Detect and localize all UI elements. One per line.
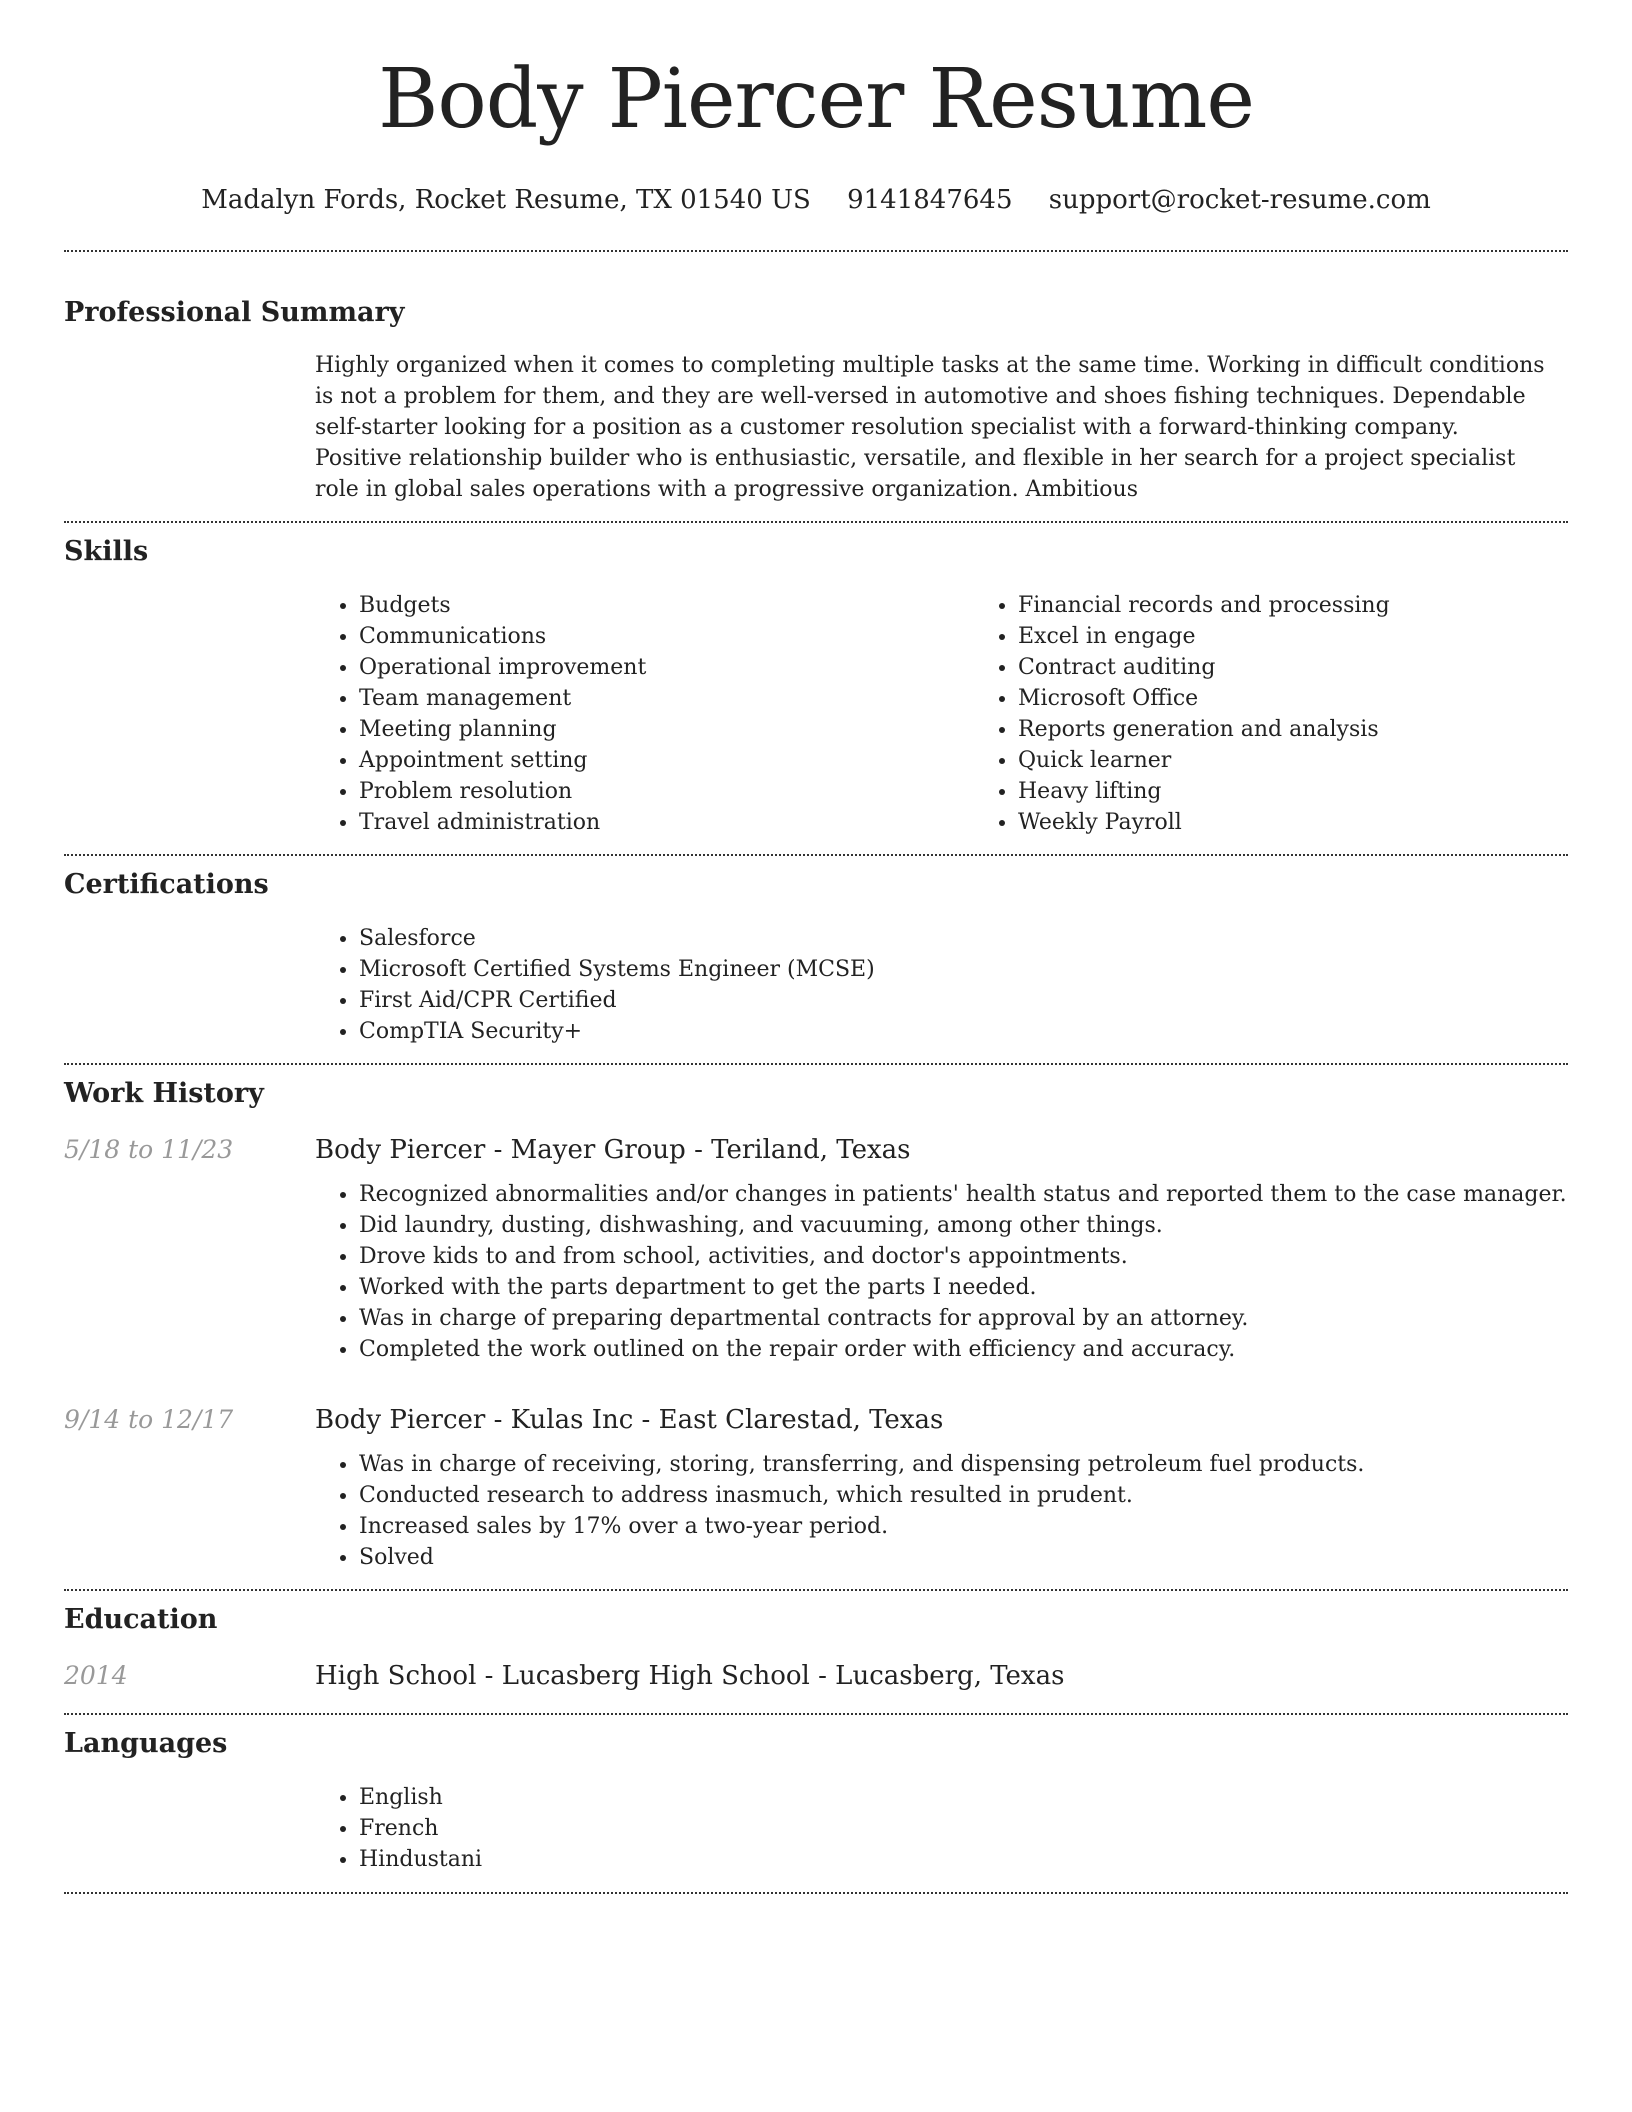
job-dates: 5/18 to 11/23 bbox=[64, 1135, 234, 1164]
languages-section bbox=[64, 1715, 1568, 1875]
languages-list bbox=[315, 1782, 1568, 1875]
skills-list-left bbox=[315, 590, 974, 838]
list-item: • Salesforce bbox=[359, 923, 1568, 954]
list-item: • Was in charge of preparing departmental contracts for approval by an attorney. bbox=[359, 1303, 1568, 1334]
list-item: • Financial records and processing bbox=[1018, 590, 1632, 621]
list-item: • Solved bbox=[359, 1542, 1568, 1573]
education-year: 2014 bbox=[64, 1661, 128, 1690]
list-item: • Quick learner bbox=[1018, 745, 1632, 776]
summary-text: Highly organized when it comes to completing multiple tasks at the same time. Working in difficult conditions is not a problem for them, and they are well-versed in automotive and shoes fishing techniques. Dependable self-starter looking for a position as a customer resolution specialist with a forward-thinking company. Positive relationship builder who is enthusiastic, versatile, and flexible in her search for a project specialist role in global sales operations with a progressive organization. Ambitious bbox=[315, 353, 1545, 502]
list-item: • Budgets bbox=[359, 590, 974, 621]
summary-section bbox=[64, 252, 1568, 505]
list-item: • Excel in engage bbox=[1018, 621, 1632, 652]
contact-address: Madalyn Fords, Rocket Resume, TX 01540 US bbox=[201, 185, 811, 215]
list-item: • French bbox=[359, 1813, 1568, 1844]
list-item: • Weekly Payroll bbox=[1018, 807, 1632, 838]
section-heading-languages: Languages bbox=[64, 1728, 228, 1759]
list-item: • First Aid/CPR Certified bbox=[359, 985, 1568, 1016]
divider bbox=[64, 1892, 1568, 1894]
section-heading-certifications: Certifications bbox=[64, 869, 269, 900]
job-dates: 9/14 to 12/17 bbox=[64, 1405, 234, 1434]
list-item: • Microsoft Office bbox=[1018, 683, 1632, 714]
skills-section bbox=[64, 523, 1568, 838]
education-section bbox=[64, 1591, 1568, 1693]
job-duties-list bbox=[315, 1449, 1568, 1573]
resume-title: Body Piercer Resume bbox=[378, 52, 1254, 147]
skills-list-right bbox=[974, 590, 1632, 838]
work-history-section bbox=[64, 1065, 1568, 1573]
job-title: Body Piercer - Mayer Group - Teriland, Texas bbox=[315, 1135, 911, 1165]
contact-email: support@rocket-resume.com bbox=[1048, 185, 1431, 215]
section-heading-skills: Skills bbox=[64, 536, 149, 567]
list-item: • Recognized abnormalities and/or changes in patients' health status and reported them to the case manager. bbox=[359, 1179, 1568, 1210]
education-title: High School - Lucasberg High School - Lucasberg, Texas bbox=[315, 1661, 1065, 1691]
list-item: • Heavy lifting bbox=[1018, 776, 1632, 807]
job-entry bbox=[64, 1403, 1568, 1573]
list-item: • Appointment setting bbox=[359, 745, 974, 776]
list-item: • Did laundry, dusting, dishwashing, and vacuuming, among other things. bbox=[359, 1210, 1568, 1241]
job-title: Body Piercer - Kulas Inc - East Clarestad, Texas bbox=[315, 1405, 944, 1435]
certifications-list bbox=[315, 923, 1568, 1047]
list-item: • Conducted research to address inasmuch, which resulted in prudent. bbox=[359, 1480, 1568, 1511]
contact-phone: 9141847645 bbox=[847, 185, 1013, 215]
list-item: • Microsoft Certified Systems Engineer (MCSE) bbox=[359, 954, 1568, 985]
list-item: • Contract auditing bbox=[1018, 652, 1632, 683]
section-heading-summary: Professional Summary bbox=[64, 297, 405, 328]
education-entry bbox=[64, 1659, 1568, 1693]
list-item: • Meeting planning bbox=[359, 714, 974, 745]
list-item: • Operational improvement bbox=[359, 652, 974, 683]
job-entry bbox=[64, 1133, 1568, 1365]
list-item: • Communications bbox=[359, 621, 974, 652]
list-item: • Increased sales by 17% over a two-year period. bbox=[359, 1511, 1568, 1542]
job-duties-list bbox=[315, 1179, 1568, 1365]
list-item: • Drove kids to and from school, activities, and doctor's appointments. bbox=[359, 1241, 1568, 1272]
section-heading-work-history: Work History bbox=[64, 1078, 264, 1109]
list-item: • Worked with the parts department to get the parts I needed. bbox=[359, 1272, 1568, 1303]
section-heading-education: Education bbox=[64, 1604, 218, 1635]
list-item: • CompTIA Security+ bbox=[359, 1016, 1568, 1047]
list-item: • Reports generation and analysis bbox=[1018, 714, 1632, 745]
list-item: • Problem resolution bbox=[359, 776, 974, 807]
certifications-section bbox=[64, 856, 1568, 1047]
list-item: • Travel administration bbox=[359, 807, 974, 838]
list-item: • Was in charge of receiving, storing, transferring, and dispensing petroleum fuel products. bbox=[359, 1449, 1568, 1480]
list-item: • Completed the work outlined on the repair order with efficiency and accuracy. bbox=[359, 1334, 1568, 1365]
list-item: • Hindustani bbox=[359, 1844, 1568, 1875]
list-item: • Team management bbox=[359, 683, 974, 714]
contact-line bbox=[64, 184, 1568, 216]
list-item: • English bbox=[359, 1782, 1568, 1813]
